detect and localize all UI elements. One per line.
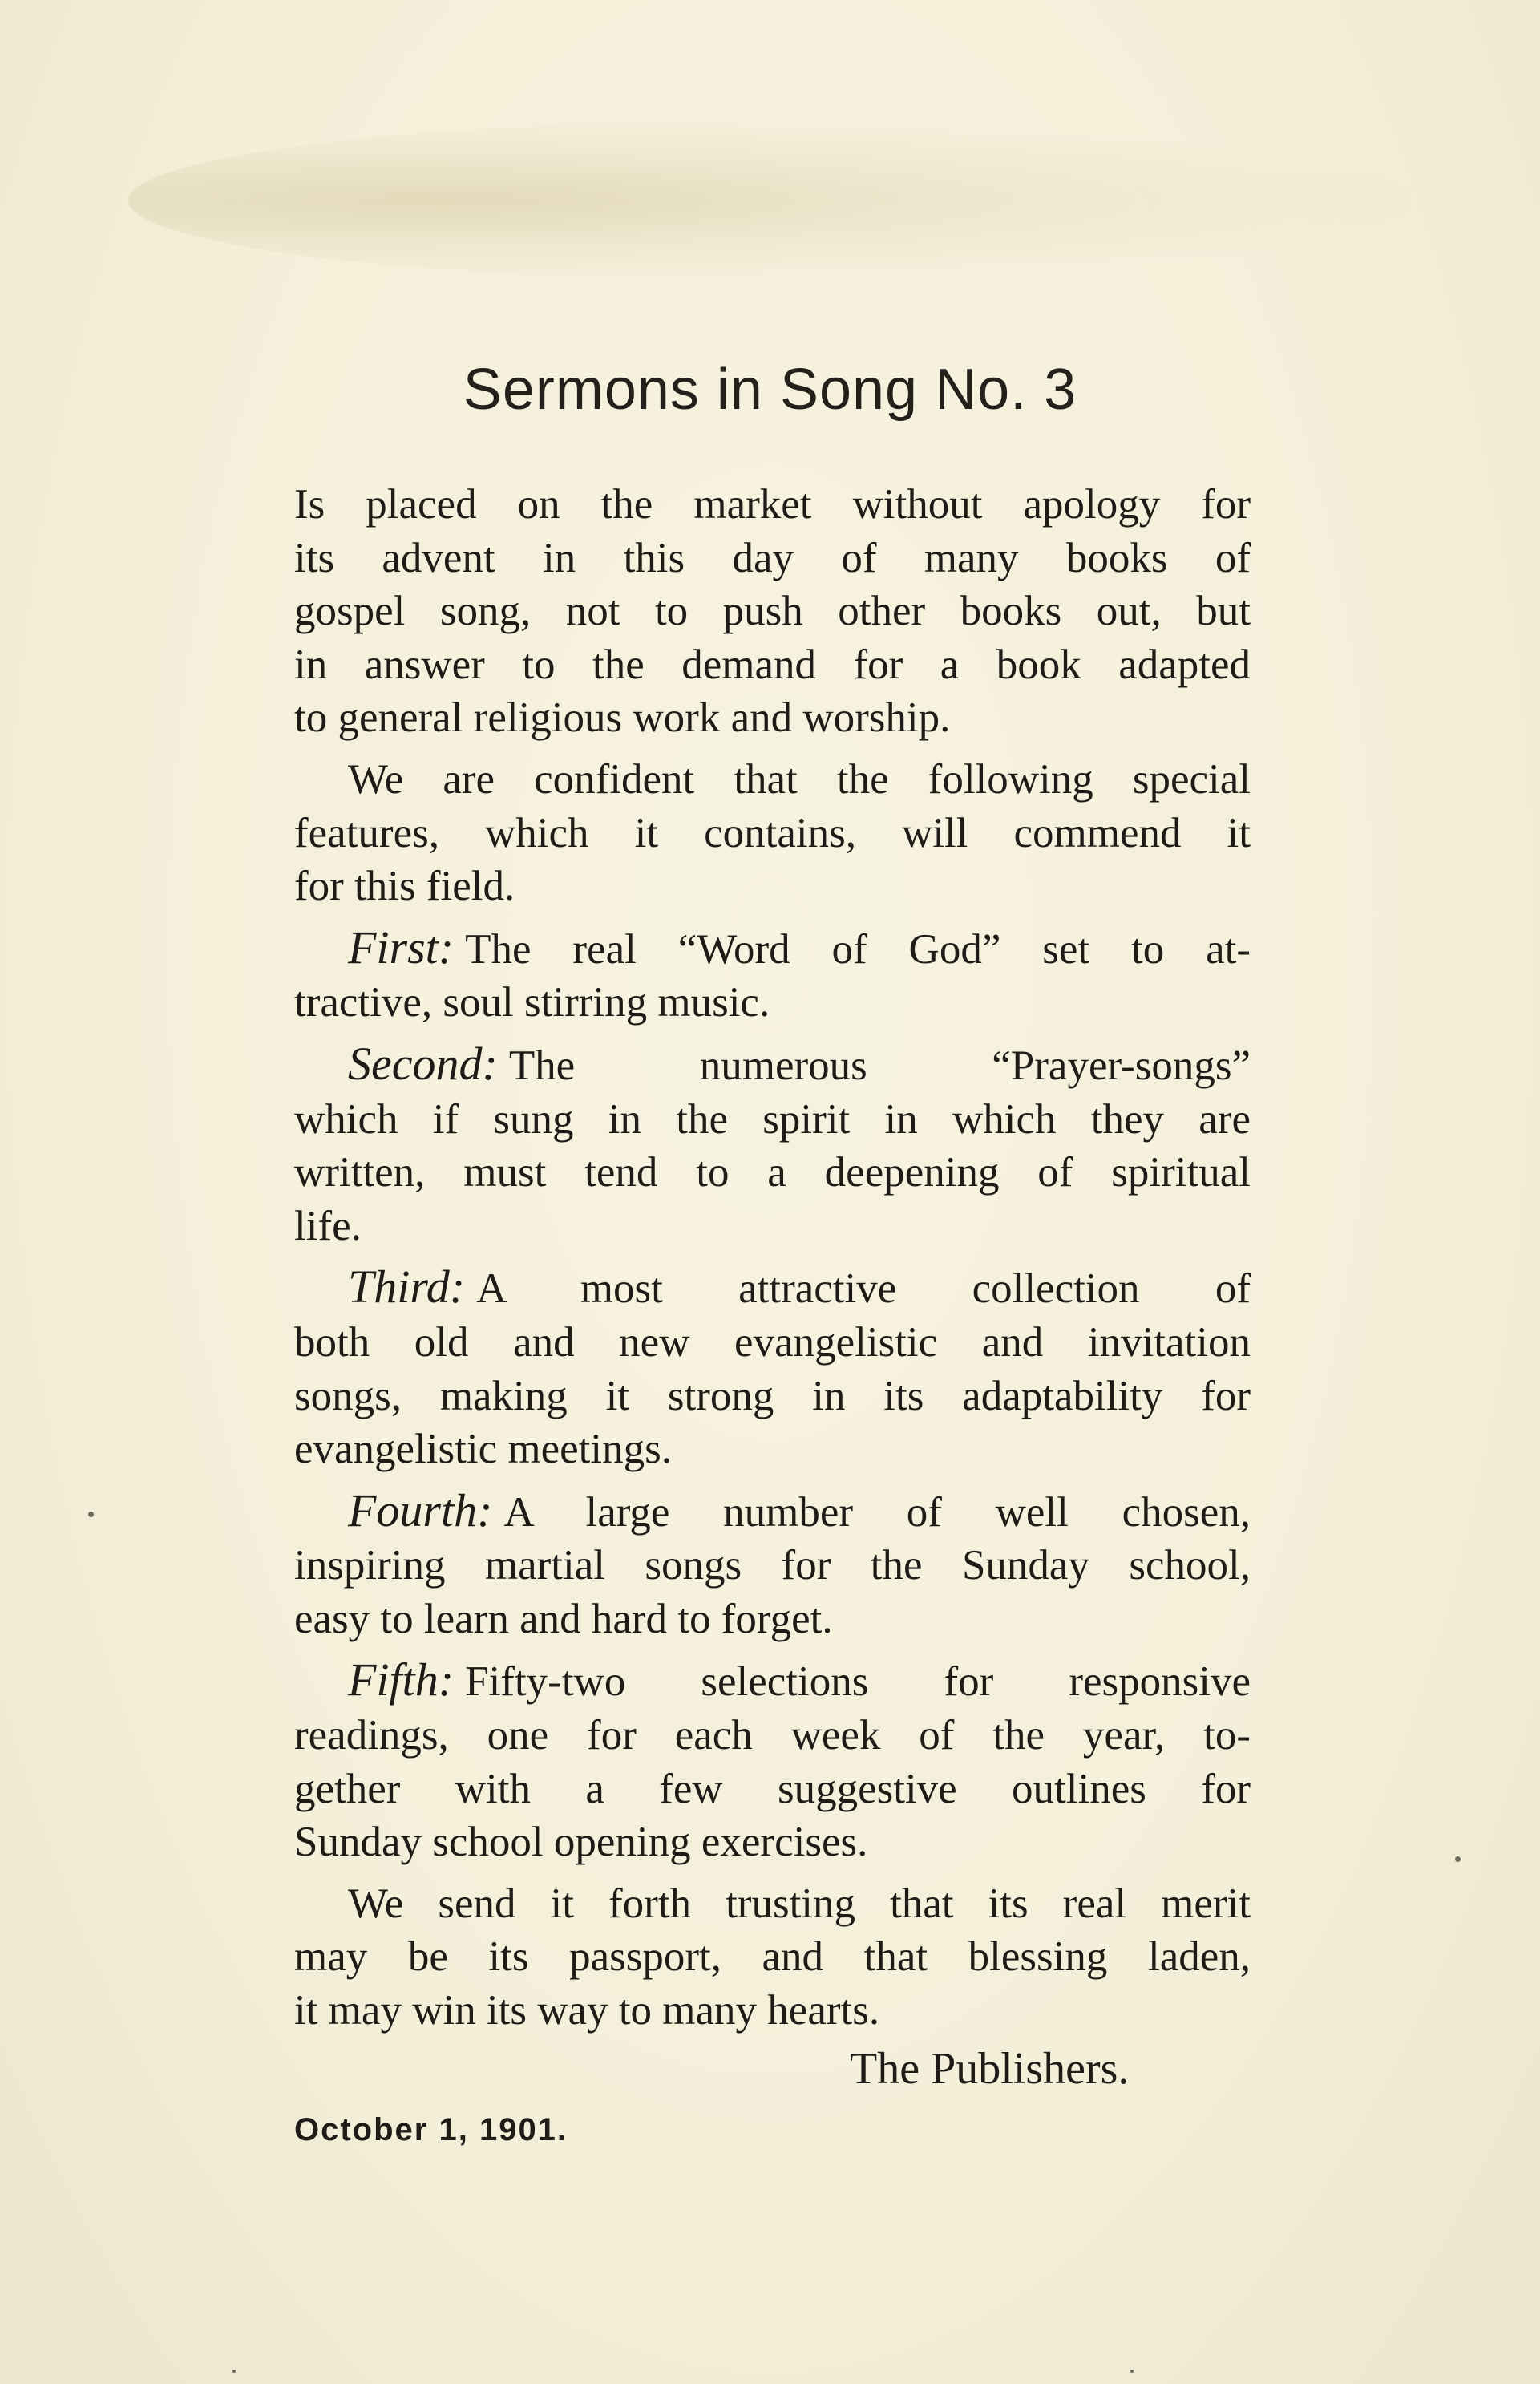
- feature-line: [294, 1653, 1251, 1709]
- paper-speck: [1130, 2370, 1134, 2373]
- closing-line: may be its passport, and that blessing laden,: [294, 1933, 1251, 1981]
- feature-line: evangelistic meetings.: [294, 1426, 672, 1473]
- feature-line: [294, 1038, 1251, 1093]
- feature-line: written, must tend to a deepening of spiritual: [294, 1149, 1251, 1196]
- feature-line: life.: [294, 1202, 362, 1249]
- confidence-line: for this field.: [294, 863, 515, 910]
- feature-line: which if sung in the spirit in which they are: [294, 1095, 1251, 1143]
- date-line: October 1, 1901.: [294, 2112, 568, 2147]
- feature-fourth: [294, 1484, 1251, 1646]
- page-title: Sermons in Song No. 3: [463, 358, 1077, 422]
- intro-line: to general religious work and worship.: [294, 694, 951, 742]
- feature-line: [294, 1484, 1251, 1540]
- feature-line: Sunday school opening exercises.: [294, 1819, 868, 1866]
- feature-line: songs, making it strong in its adaptability for: [294, 1372, 1251, 1419]
- closing-paragraph: [294, 1877, 1251, 2038]
- intro-line: gospel song, not to push other books out, but: [294, 588, 1251, 635]
- feature-text: A large number of well chosen,: [503, 1488, 1251, 1536]
- feature-line: easy to learn and hard to forget.: [294, 1595, 833, 1642]
- feature-fifth: [294, 1653, 1251, 1868]
- confidence-line: features, which it contains, will commend it: [294, 809, 1251, 856]
- feature-line: both old and new evangelistic and invitation: [294, 1318, 1251, 1366]
- signature: The Publishers.: [850, 2044, 1130, 2094]
- closing-line: We send it forth trusting that its real merit: [348, 1880, 1251, 1927]
- feature-label: Fourth:: [348, 1483, 493, 1536]
- feature-third: [294, 1261, 1251, 1475]
- feature-line: tractive, soul stirring music.: [294, 979, 770, 1026]
- feature-label: First:: [348, 921, 455, 973]
- confidence-line: We are confident that the following special: [348, 755, 1251, 803]
- intro-line: Is placed on the market without apology for: [294, 481, 1251, 528]
- feature-label: Fifth:: [348, 1653, 455, 1706]
- feature-line: [294, 921, 1251, 977]
- intro-line: its advent in this day of many books of: [294, 534, 1251, 581]
- paper-speck: [88, 1512, 94, 1517]
- feature-line: gether with a few suggestive outlines for: [294, 1765, 1251, 1812]
- paper-speck: [1455, 1856, 1461, 1862]
- feature-line: inspiring martial songs for the Sunday school,: [294, 1542, 1251, 1589]
- feature-label: Second:: [348, 1037, 498, 1090]
- paper-speck: [232, 2370, 236, 2373]
- bleed-through-stain: [128, 120, 1411, 281]
- feature-text: A most attractive collection of: [476, 1265, 1251, 1313]
- closing-line: it may win its way to many hearts.: [294, 1987, 880, 2034]
- intro-paragraph: [294, 478, 1251, 745]
- feature-text: Fifty-two selections for responsive: [465, 1658, 1251, 1706]
- intro-line: in answer to the demand for a book adapted: [294, 641, 1251, 688]
- feature-line: [294, 1261, 1251, 1316]
- feature-line: readings, one for each week of the year, to-: [294, 1712, 1251, 1759]
- feature-first: [294, 921, 1251, 1030]
- feature-label: Third:: [348, 1261, 466, 1313]
- feature-text: The real “Word of God” set to at-: [465, 925, 1251, 973]
- confidence-paragraph: [294, 753, 1251, 913]
- feature-text: The numerous “Prayer-songs”: [508, 1042, 1251, 1089]
- feature-second: [294, 1038, 1251, 1253]
- preface-body: [294, 478, 1251, 2046]
